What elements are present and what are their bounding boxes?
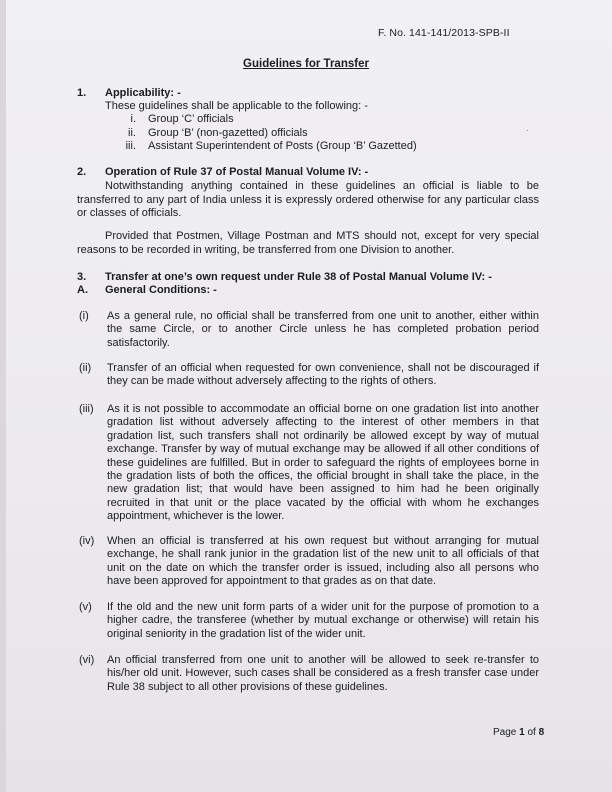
section2-paragraph-2: Provided that Postmen, Village Postman and MTS should not, except for very special reasons to be recorded in writing, be transferred from one Division to another. [77, 230, 539, 256]
scan-speck: · [526, 125, 529, 135]
section1-list-item: ii. Group ‘B’ (non-gazetted) officials [128, 126, 308, 139]
section2-paragraph-1: Notwithstanding anything contained in these guidelines an official is liable to be transferred to any part of India unless it is expressly ordered otherwise for any particular class or classes of officials. [77, 180, 539, 220]
section3-number: 3. [77, 271, 87, 283]
condition-item: (ii) Transfer of an official when requested for own convenience, shall not be discouraged if they can be made without adversely affecting to the rights of others. [79, 362, 539, 388]
condition-item: (i) As a general rule, no official shall be transferred from one unit to another, either within the same Circle, or to another Circle unless he has completed probation period satisfactorily. [79, 310, 539, 349]
section2-number: 2. [77, 166, 87, 178]
section1-intro: These guidelines shall be applicable to the following: - [105, 100, 368, 112]
scan-edge [0, 0, 6, 792]
document-title: Guidelines for Transfer [243, 58, 369, 70]
section1-list-item: i. Group ‘C’ officials [130, 113, 234, 125]
section1-list [100, 113, 417, 154]
file-number: F. No. 141-141/2013-SPB-II [378, 27, 510, 39]
condition-item: (v) If the old and the new unit form parts of a wider unit for the purpose of promotion to a higher cadre, the transferee (whether by mutual exchange or otherwise) will retain his original seniority in the gradation list of the wider unit. [79, 601, 539, 640]
condition-item: (iii) As it is not possible to accommodate an official borne on one gradation list into another gradation list without adversely affecting to the interest of other members in that gradation list, such transfers shall not ordinarily be allowed except by way of mutual exchange. Transfer by way of mutual exchange may be allowed if all other conditions of these guidelines are fulfilled. But in order to safeguard the rights of employees borne in the gradation lists of both the offices, the official brought in shall take the place, in the new gradation list; that would have been assigned to him had he been originally recruited in that unit or the place vacated by the official with whom he exchanges appointment, whichever is the lower. [79, 403, 539, 523]
section1-heading: Applicability: - [105, 87, 181, 99]
section3-subsection-letter: A. [77, 284, 88, 296]
condition-item: (vi) An official transferred from one unit to another will be allowed to seek re-transfer to his/her old unit. However, such cases shall be considered as a fresh transfer case under Rule 38 subject to all other provisions of these guidelines. [79, 654, 539, 693]
condition-item: (iv) When an official is transferred at his own request but without arranging for mutual exchange, he shall rank junior in the gradation list of the new unit to all officials of that unit on the date on which the transfer order is issued, including also all persons who have been approved for appointment to that grades as on that date. [79, 535, 539, 588]
section3-subsection-heading: General Conditions: - [105, 284, 217, 296]
section1-list-item: iii. Assistant Superintendent of Posts (Group ‘B’ Gazetted) [125, 140, 417, 153]
page-number: Page 1 of 8 [493, 727, 545, 738]
section2-heading: Operation of Rule 37 of Postal Manual Volume IV: - [105, 166, 369, 178]
section3-heading: Transfer at one’s own request under Rule 38 of Postal Manual Volume IV: - [105, 271, 492, 283]
section1-number: 1. [77, 87, 87, 99]
